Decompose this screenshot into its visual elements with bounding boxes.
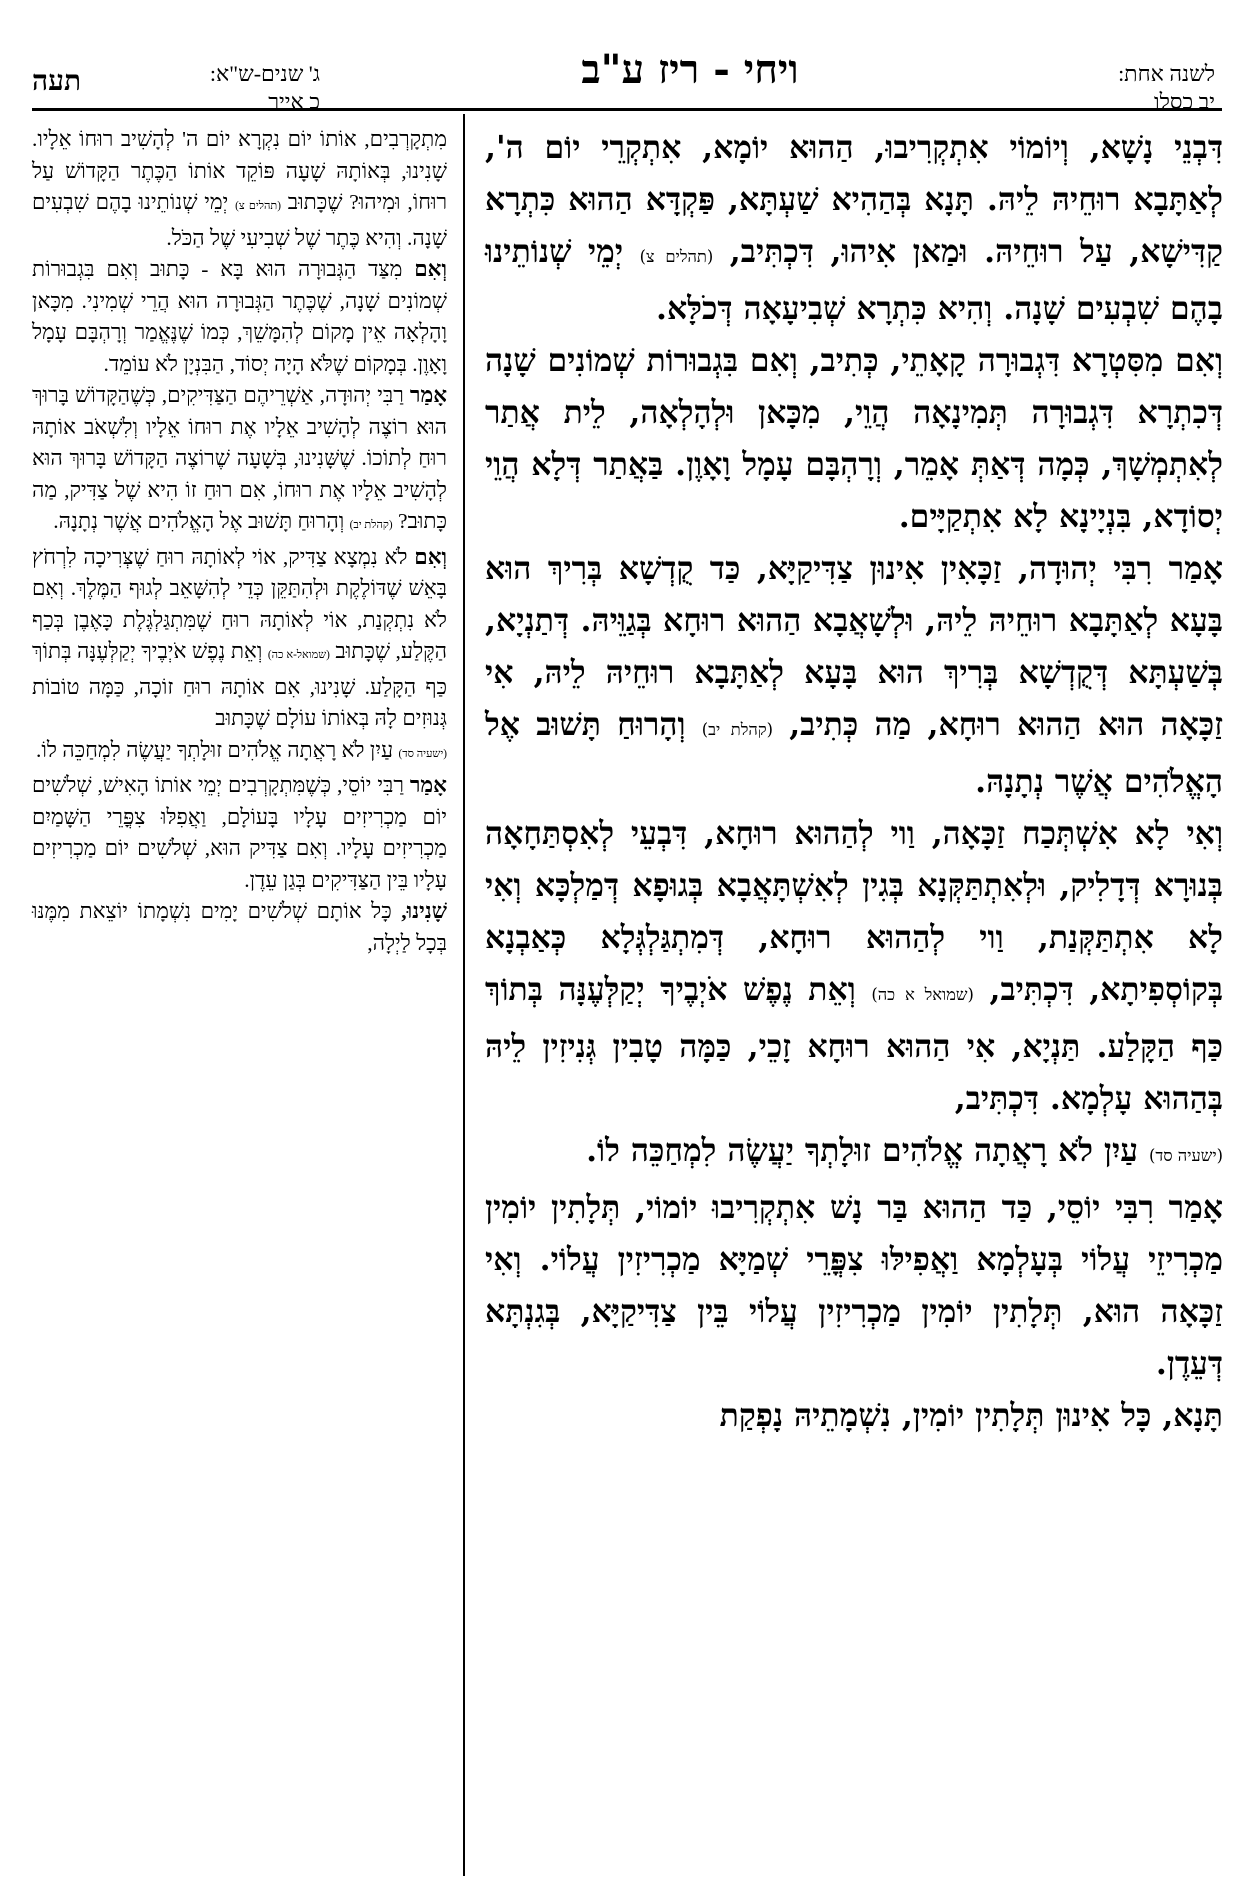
header-rule (32, 108, 1222, 111)
side-paragraph (32, 735, 447, 771)
paragraph-text: כָּל אוֹתָם שְׁלֹשִׁים יָמִים נִשְׁמָתוֹ יוֹצֵאת מִמֶּנּוּ בְּכָל לַיְלָה, (32, 899, 447, 955)
paragraph-lead-word: אָמַר (409, 383, 448, 407)
paragraph-text: רִבִּי יְהוּדָה, זַכָּאִין אִינוּן צַדִּיקַיָּא, כַּד קֻדְשָׁא בְּרִיךְ הוּא בָּעָא לְאַתָּבָא רוּחֵיהּ לֵיהּ, וּלְשָׁאֲבָא הַהוּא רוּחָא בְּגַוֵּיהּ. דְּתַנְיָא, בְּשַׁעְתָּא דְּקֻדְשָׁא בְּרִיךְ הוּא בָּעָא לְאַתָּבָא רוּחֵיהּ לֵיהּ, אִי זַכָּאָה הוּא הַהוּא רוּחָא, מַה כְּתִיב, (485, 550, 1223, 743)
main-paragraph (485, 1182, 1223, 1390)
scripture-reference: (תהלים צ) (639, 247, 714, 266)
page-number: תעה (32, 64, 82, 97)
paragraph-text-continued: עַיִן לֹא רָאֲתָה אֱלֹהִים זוּלָתְךָ יַעֲשֶׂה לִמְחַכֵּה לוֹ. (35, 737, 394, 762)
paragraph-lead-word: תָּנָא, (1162, 1397, 1223, 1434)
main-paragraph (485, 122, 1223, 335)
header-date-three-years: כ אייר (268, 89, 320, 114)
column-divider (463, 114, 465, 1876)
paragraph-text-continued: יְמֵי שְׁנוֹתֵינוּ בָהֶם שִׁבְעִים שָׁנָה. וְהִיא כֶּתֶר שֶׁל שְׁבִיעִי שֶׁל הַכֹּל. (32, 190, 447, 250)
paragraph-lead-word: אָמַר (1168, 550, 1223, 587)
side-paragraph (32, 542, 447, 735)
scripture-reference: (תהלים צ) (235, 200, 281, 212)
side-paragraph (32, 124, 447, 254)
side-paragraph (32, 380, 447, 542)
paragraph-text-continued: יְמֵי שְׁנוֹתֵינוּ בָהֶם שִׁבְעִים שָׁנָה. וְהִיא כִּתְרָא שְׁבִיעָאָה דְּכֹלָּא. (485, 233, 1223, 327)
side-paragraph (32, 254, 447, 380)
scripture-reference: (שמואל-א כה) (267, 649, 330, 661)
paragraph-lead-word: וְאִם (414, 257, 447, 281)
header-cycle-three-years: ג' שנים-ש"א: (209, 61, 320, 86)
main-column-aramaic (485, 122, 1223, 1442)
paragraph-lead-word: וְאִי (1186, 815, 1223, 852)
paragraph-text-continued: וְהָרוּחַ תָּשׁוּב אֶל הָאֱלֹהִים אֲשֶׁר נְתָנָהּ. (53, 509, 345, 533)
paragraph-text: מִתְקָרְבִים, אוֹתוֹ יוֹם נִקְרָא יוֹם ה' לְהָשִׁיב רוּחוֹ אֵלָיו. שָׁנִינוּ, בְּאוֹתָהּ שָׁעָה פּוֹקֵד אוֹתוֹ הַכֶּתֶר הַקָּדוֹשׁ עַל רוּחוֹ, וּמִיהוּ? שֶׁכָּתוּב (32, 127, 448, 214)
main-paragraph (485, 1125, 1223, 1182)
main-paragraph (485, 543, 1223, 808)
paragraph-text: מִסִּטְרָא דִּגְבוּרָה קָאָתֵי, כְּתִיב, וְאִם בִּגְבוּרוֹת שְׁמוֹנִים שָׁנָה דְּכִתְרָא דִּגְבוּרָה תְּמִינָאָה הֲוֵי, מִכָּאן וּלְהָלְאָה, לֵית אֲתַר לְאִתְמְשָׁךְ, כְּמָה דְּאַתְּ אָמֵר, וְרָהְבָּם עָמָל וָאָוֶן. בַּאֲתַר דְּלָא הֲוֵי יְסוֹדָא, בִּנְיָינָא לָא אִתְקַיָּים. (485, 342, 1223, 535)
header-date-one-year: יב כסלו (1153, 89, 1215, 114)
side-paragraph (32, 896, 447, 959)
paragraph-text: רִבִּי יוֹסֵי, כַּד הַהוּא בַּר נָשׁ אִתְקְרִיבוּ יוֹמוֹי, תְּלָתִין יוֹמִין מַכְרִיזֵי עֲלוֹי בְּעָלְמָא וַאֲפִילּוּ צִפֳּרֵי שְׁמַיָּא מַכְרִיזִין עֲלוֹי. וְאִי זַכָּאָה הוּא, תְּלָתִין יוֹמִין מַכְרִיזִין עֲלוֹי בֵּין צַדִּיקַיָּא, בְּגִנְתָּא דְּעֵדֶן. (485, 1189, 1223, 1382)
paragraph-lead-word: אָמַר (409, 773, 447, 797)
page-header (0, 0, 1253, 114)
paragraph-lead-word: וְאִם (1175, 342, 1224, 379)
scripture-reference: (ישעיה סד) (1149, 1146, 1223, 1165)
scripture-reference: (ישעיה סד) (398, 747, 447, 760)
paragraph-lead-word: שָׁנִינוּ, (401, 899, 447, 923)
paragraph-text: כָּל אִינוּן תְּלָתִין יוֹמִין, נִשְׁמָתֵיהּ נָפְקַת (719, 1397, 1152, 1434)
paragraph-text: לָא אִשְׁתְּכַח זַכָּאָה, וַוי לְהַהוּא רוּחָא, דִּבְעֵי לְאִסְתַּחָאָה בְּנוּרָא דְּדָלִיק, וּלְאִתְתַּקְּנָא בְּגִין לְאִשְׁתָּאֲבָא בְּגוּפָא דְּמַלְכָּא וְאִי לָא אִתְתַּקְּנַת, וַוי לְהַהוּא רוּחָא, דְּמִתְגַּלְגְּלָא כְּאַבְנָא בְּקוֹסְפִיתָא, דִּכְתִּיב, (485, 815, 1224, 1008)
paragraph-text: דִּבְנֵי נָשָׁא, וְיוֹמוֹי אִתְקְרִיבוּ, הַהוּא יוֹמָא, אִתְקְרֵי יוֹם ה', לְאַתָּבָא רוּחֵיהּ לֵיהּ. תָּנָא בְּהַהִיא שַׁעְתָּא, פַּקְדָּא הַהוּא כִּתְרָא קַדִּישָׁא, עַל רוּחֵיהּ. וּמַאן אִיהוּ, דִּכְתִּיב, (485, 129, 1224, 270)
paragraph-text: מִצַּד הַגְּבוּרָה הוּא בָּא - כָּתוּב וְאִם בִּגְבוּרוֹת שְׁמוֹנִים שָׁנָה, שֶׁכֶּתֶר הַגְּבוּרָה הוּא הֲרֵי שְׁמִינִי. מִכָּאן וָהָלְאָה אֵין מָקוֹם לְהִמָּשֵׁךְ, כְּמוֹ שֶׁנֶּאֱמַר וְרָהְבָּם עָמָל וָאָוֶן. בְּמָקוֹם שֶׁלֹּא הָיָה יְסוֹד, הַבִּנְיָן לֹא עוֹמֵד. (32, 257, 447, 376)
paragraph-lead-word: אָמַר (1168, 1189, 1223, 1226)
header-cycle-one-year: לשנה אחת: (1118, 61, 1215, 86)
side-column-hebrew (32, 124, 447, 959)
scripture-reference: (קהלת יב) (349, 519, 393, 531)
paragraph-text: רַבִּי יוֹסֵי, כְּשֶׁמִּתְקָרְבִים יְמֵי אוֹתוֹ הָאִישׁ, שְׁלֹשִׁים יוֹם מַכְרִיזִים עָלָיו בָּעוֹלָם, וַאֲפִלּוּ צִפֳּרֵי הַשָּׁמַיִם מַכְרִיזִים עָלָיו. וְאִם צַדִּיק הוּא, שְׁלֹשִׁים יוֹם מַכְרִיזִים עָלָיו בֵּין הַצַּדִּיקִים בְּגַן עֵדֶן. (32, 773, 447, 892)
scripture-reference: (שמואל א כה) (871, 985, 974, 1004)
scripture-reference: (קהלת יב) (701, 720, 773, 739)
paragraph-text-continued: וְאֵת נֶפֶשׁ אֹיְבֶיךָ יְקַלְּעֶנָּה בְּתוֹךְ כַּף הַקָּלַע. תַּנְיָא, אִי הַהוּא רוּחָא זָכֵי, כַּמָּה טָבִין גְּנִיזִין לֵיהּ בְּהַהוּא עָלְמָא. דִּכְתִּיב, (485, 971, 1223, 1117)
paragraph-text-continued: וְהָרוּחַ תָּשׁוּב אֶל הָאֱלֹהִים אֲשֶׁר נְתָנָהּ. (485, 706, 1223, 800)
main-paragraph (485, 1390, 1223, 1442)
main-paragraph (485, 335, 1223, 543)
paragraph-lead-word: וְאִם (414, 544, 448, 569)
page-title: ויחי - ריז ע"ב (581, 46, 799, 93)
paragraph-text: רַבִּי יְהוּדָה, אַשְׁרֵיהֶם הַצַּדִּיקִים, כְּשֶׁהַקָּדוֹשׁ בָּרוּךְ הוּא רוֹצֶה לְהָשִׁיב אֵלָיו אֶת רוּחוֹ אֵלָיו וְלִשְׁאֹב אוֹתָהּ רוּחַ לְתוֹכוֹ. שֶׁשָּׁנִינוּ, בְּשָׁעָה שֶׁרוֹצֶה הַקָּדוֹשׁ בָּרוּךְ הוּא לְהָשִׁיב אֵלָיו אֶת רוּחוֹ, אִם רוּחַ זוֹ הִיא שֶׁל צַדִּיק, מַה כָּתוּב? (32, 383, 447, 533)
paragraph-text-continued: עַיִן לֹא רָאֲתָה אֱלֹהִים זוּלָתְךָ יַעֲשֶׂה לִמְחַכֵּה לוֹ. (586, 1132, 1139, 1169)
main-paragraph (485, 808, 1223, 1125)
paragraph-text-continued: וְאֵת נֶפֶשׁ אֹיְבֶיךָ יְקַלְּעֶנָּה בְּתוֹךְ כַּף הַקָּלַע. שָׁנִינוּ, אִם אוֹתָהּ רוּחַ זוֹכָה, כַּמָּה טוֹבוֹת גְּנוּזִים לָהּ בְּאוֹתוֹ עוֹלָם שֶׁכָּתוּב (32, 639, 447, 730)
side-paragraph (32, 770, 447, 896)
paragraph-text: לֹא נִמְצָא צַדִּיק, אוֹי לְאוֹתָהּ רוּחַ שֶׁצְּרִיכָה לִרְחֹץ בָּאֵשׁ שֶׁדּוֹלֶקֶת וּלְהִתַּקֵּן כְּדֵי לְהִשָּׁאֵב לְגוּף הַמֶּלֶךְ. וְאִם לֹא נִתְקְנַת, אוֹי לְאוֹתָהּ רוּחַ שֶׁמִּתְגַּלְגֶּלֶת כָּאֶבֶן בְּכַף הַקֶּלַע, שֶׁכָּתוּב (32, 544, 448, 663)
